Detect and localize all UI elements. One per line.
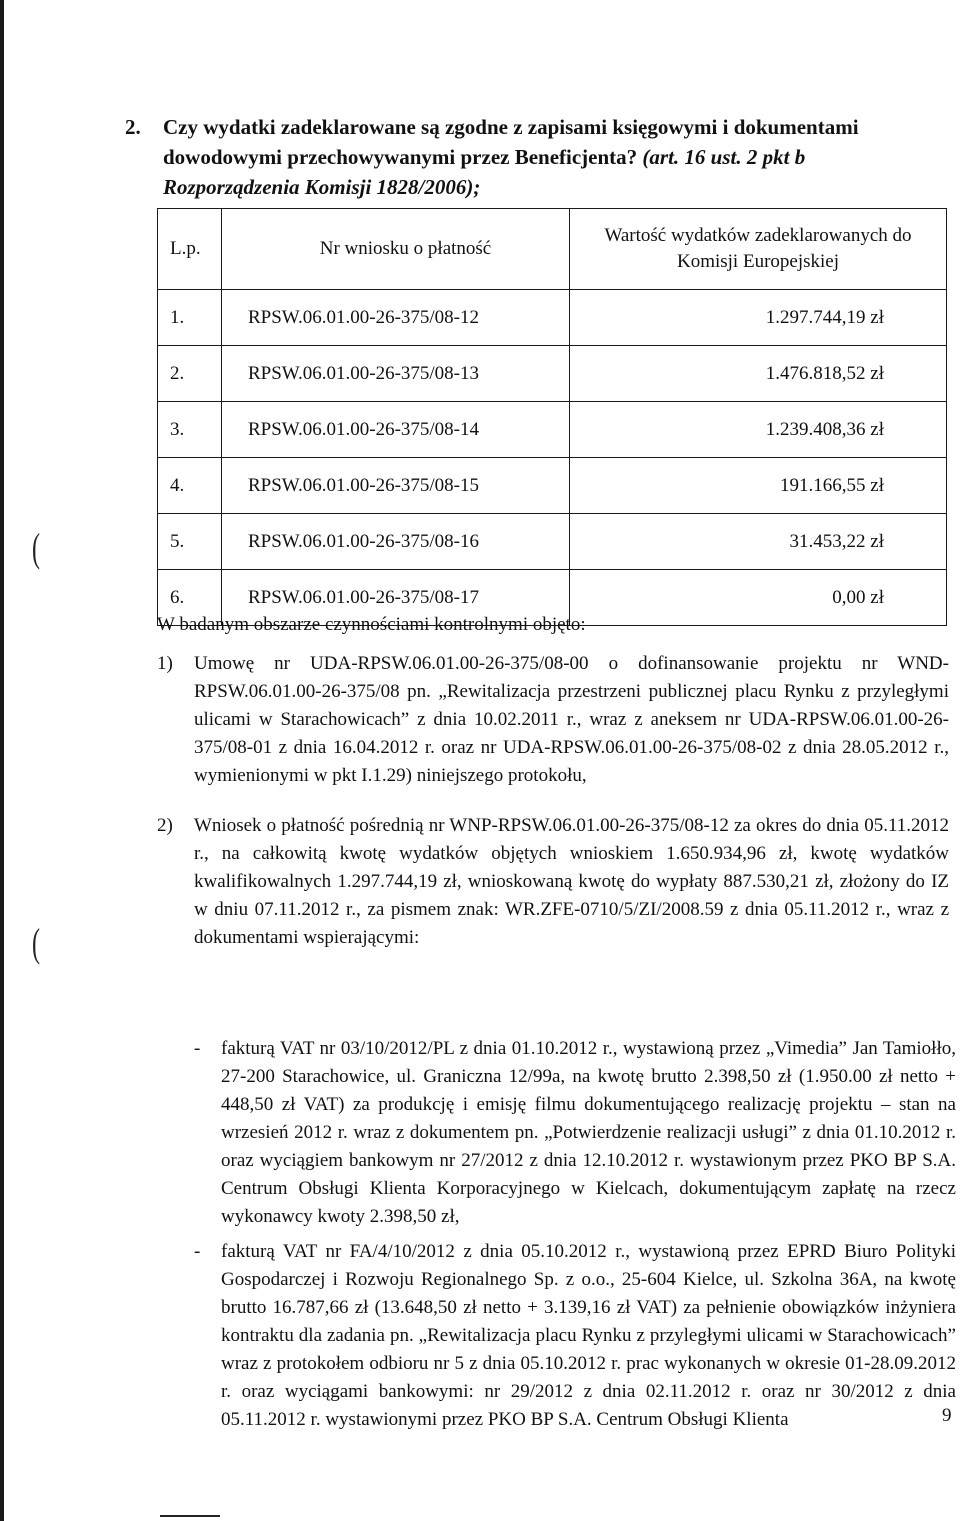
cell-claim-number: RPSW.06.01.00-26-375/08-12 — [222, 290, 570, 346]
cell-lp: 3. — [158, 402, 222, 458]
list-item — [157, 812, 949, 952]
table-row — [158, 514, 947, 570]
list-item — [157, 650, 949, 790]
cell-value: 191.166,55 zł — [570, 458, 947, 514]
cell-claim-number: RPSW.06.01.00-26-375/08-16 — [222, 514, 570, 570]
list-item-text: Wniosek o płatność pośrednią nr WNP-RPSW.06.01.00-26-375/08-12 za okres do dnia 05.11.2012 r., na całkowitą kwotę wydatków objętych wnioskiem 1.650.934,96 zł, kwotę wydatków kwalifikowalnych 1.297.744,19 zł, wnioskowaną kwotę do wypłaty 887.530,21 zł, złożony do IZ w dniu 07.11.2012 r., za pismem znak: WR.ZFE-0710/5/ZI/2008.59 z dnia 05.11.2012 r., wraz z dokumentami wspierającymi: — [194, 815, 949, 948]
header-claim-number: Nr wniosku o płatność — [222, 209, 570, 290]
cell-value: 0,00 zł — [570, 570, 947, 626]
page-number: 9 — [942, 1405, 952, 1426]
margin-bracket: ( — [32, 525, 40, 570]
question-legal-reference: (art. 16 ust. 2 pkt b Rozporządzenia Komisji 1828/2006); — [163, 145, 806, 199]
footer-rule — [160, 1515, 220, 1517]
cell-claim-number: RPSW.06.01.00-26-375/08-15 — [222, 458, 570, 514]
list-item-number: 1) — [157, 653, 173, 674]
cell-lp: 5. — [158, 514, 222, 570]
dash-bullet: - — [194, 1241, 201, 1262]
supporting-document-item — [194, 1238, 956, 1434]
dash-bullet: - — [194, 1038, 201, 1059]
header-lp: L.p. — [158, 209, 222, 290]
list-item-number: 2) — [157, 815, 173, 836]
table-row — [158, 290, 947, 346]
table-row — [158, 402, 947, 458]
question-text: Czy wydatki zadeklarowane są zgodne z zapisami księgowymi i dokumentami dowodowymi przechowywanymi przez Beneficjenta? — [163, 115, 859, 169]
cell-value: 31.453,22 zł — [570, 514, 947, 570]
cell-lp: 6. — [158, 570, 222, 626]
cell-claim-number: RPSW.06.01.00-26-375/08-17 — [222, 570, 570, 626]
table-row — [158, 346, 947, 402]
supporting-document-item — [194, 1035, 956, 1231]
cell-value: 1.297.744,19 zł — [570, 290, 947, 346]
cell-claim-number: RPSW.06.01.00-26-375/08-14 — [222, 402, 570, 458]
cell-value: 1.476.818,52 zł — [570, 346, 947, 402]
cell-claim-number: RPSW.06.01.00-26-375/08-13 — [222, 346, 570, 402]
cell-lp: 2. — [158, 346, 222, 402]
supporting-document-text: fakturą VAT nr 03/10/2012/PL z dnia 01.10.2012 r., wystawioną przez „Vimedia” Jan Tamiołło, 27-200 Starachowice, ul. Graniczna 12/99a, na kwotę brutto 2.398,50 zł (1.950.00 zł netto + 448,50 zł VAT) za produkcję i emisję filmu dokumentującego realizację projektu – stan na wrzesień 2012 r. wraz z dokumentem pn. „Potwierdzenie realizacji usługi” z dnia 01.10.2012 r. oraz wyciągiem bankowym nr 27/2012 z dnia 12.10.2012 r. wystawionym przez PKO BP S.A. Centrum Obsługi Klienta Korporacyjnego w Kielcach, dokumentującym zapłatę na rzecz wykonawcy kwoty 2.398,50 zł, — [221, 1038, 956, 1227]
header-declared-value: Wartość wydatków zadeklarowanych do Komisji Europejskiej — [570, 209, 947, 290]
table-row — [158, 458, 947, 514]
table-header-row — [158, 209, 947, 290]
supporting-document-text: fakturą VAT nr FA/4/10/2012 z dnia 05.10.2012 r., wystawioną przez EPRD Biuro Polityki Gospodarczej i Rozwoju Regionalnego Sp. z o.o., 25-604 Kielce, ul. Szkolna 36A, na kwotę brutto 16.787,66 zł (13.648,50 zł netto + 3.139,16 zł VAT) za pełnienie obowiązków inżyniera kontraktu dla zadania pn. „Rewitalizacja placu Rynku z przyległymi ulicami w Starachowicach” wraz z protokołem odbioru nr 5 z dnia 05.10.2012 r. prac wykonanych w okresie 01-28.09.2012 r. oraz wyciągami bankowymi: nr 29/2012 z dnia 02.11.2012 r. oraz nr 30/2012 z dnia 05.11.2012 r. wystawionymi przez PKO BP S.A. Centrum Obsługi Klienta — [221, 1241, 956, 1430]
question-number: 2. — [125, 115, 141, 139]
cell-lp: 4. — [158, 458, 222, 514]
cell-lp: 1. — [158, 290, 222, 346]
inspection-scope-intro: W badanym obszarze czynnościami kontrolnymi objęto: — [157, 614, 586, 635]
left-edge-border — [0, 0, 4, 1521]
cell-value: 1.239.408,36 zł — [570, 402, 947, 458]
question-2 — [125, 112, 945, 202]
margin-bracket: ( — [32, 920, 40, 965]
payment-claims-table — [157, 208, 947, 626]
list-item-text: Umowę nr UDA-RPSW.06.01.00-26-375/08-00 o dofinansowanie projektu nr WND-RPSW.06.01.00-26-375/08 pn. „Rewitalizacja przestrzeni publicznej placu Rynku z przyległymi ulicami w Starachowicach” z dnia 10.02.2011 r., wraz z aneksem nr UDA-RPSW.06.01.00-26-375/08-01 z dnia 16.04.2012 r. oraz nr UDA-RPSW.06.01.00-26-375/08-02 z dnia 28.05.2012 r., wymienionymi w pkt I.1.29) niniejszego protokołu, — [194, 653, 949, 786]
